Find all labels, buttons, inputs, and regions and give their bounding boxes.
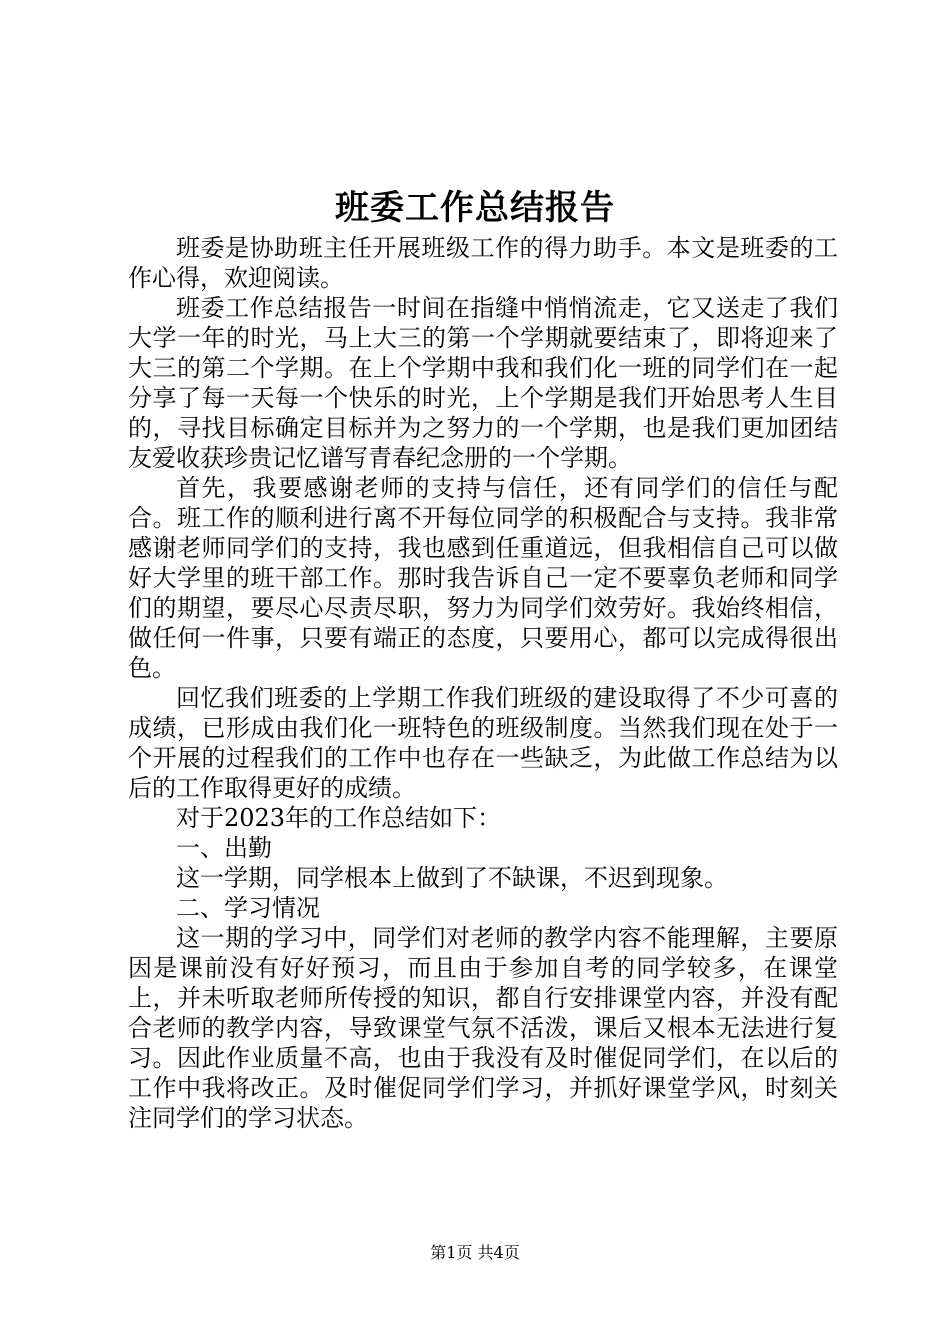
- paragraph-review: 回忆我们班委的上学期工作我们班级的建设取得了不少可喜的成绩，已形成由我们化一班特色的班级制度。当然我们现在处于一个开展的过程我们的工作中也存在一些缺乏，为此做工作总结为以后的工作取得更好的成绩。: [128, 684, 838, 802]
- section-heading-study: 二、学习情况: [176, 894, 320, 922]
- paragraph-study: 这一期的学习中，同学们对老师的教学内容不能理解，主要原因是课前没有好好预习，而且由于参加自考的同学较多，在课堂上，并未听取老师所传授的知识，都自行安排课堂内容，并没有配合老师的教学内容，导致课堂气氛不活泼，课后又根本无法进行复习。因此作业质量不高，也由于我没有及时催促同学们，在以后的工作中我将改正。及时催促同学们学习，并抓好课堂学风，时刻关注同学们的学习状态。: [128, 924, 838, 1132]
- paragraph-opening: 班委工作总结报告一时间在指缝中悄悄流走，它又送走了我们大学一年的时光，马上大三的第一个学期就要结束了，即将迎来了大三的第二个学期。在上个学期中我和我们化一班的同学们在一起分享了每一天每一个快乐的时光，上个学期是我们开始思考人生目的，寻找目标确定目标并为之努力的一个学期，也是我们更加团结友爱收获珍贵记忆谱写青春纪念册的一个学期。: [128, 294, 838, 472]
- paragraph-intro: 班委是协助班主任开展班级工作的得力助手。本文是班委的工作心得，欢迎阅读。: [128, 234, 838, 292]
- paragraph-attendance: 这一学期，同学根本上做到了不缺课，不迟到现象。: [176, 864, 728, 892]
- document-title: 班委工作总结报告: [335, 188, 615, 228]
- paragraph-summary-intro: 对于2023年的工作总结如下：: [176, 804, 502, 832]
- document-body: [128, 233, 838, 1133]
- page-footer: 第1页 共4页: [430, 1243, 520, 1262]
- section-heading-attendance: 一、出勤: [176, 834, 272, 862]
- paragraph-thanks: 首先，我要感谢老师的支持与信任，还有同学们的信任与配合。班工作的顺利进行离不开每位同学的积极配合与支持。我非常感谢老师同学们的支持，我也感到任重道远，但我相信自己可以做好大学里的班干部工作。那时我告诉自己一定不要辜负老师和同学们的期望，要尽心尽责尽职，努力为同学们效劳好。我始终相信，做任何一件事，只要有端正的态度，只要用心，都可以完成得很出色。: [128, 474, 838, 682]
